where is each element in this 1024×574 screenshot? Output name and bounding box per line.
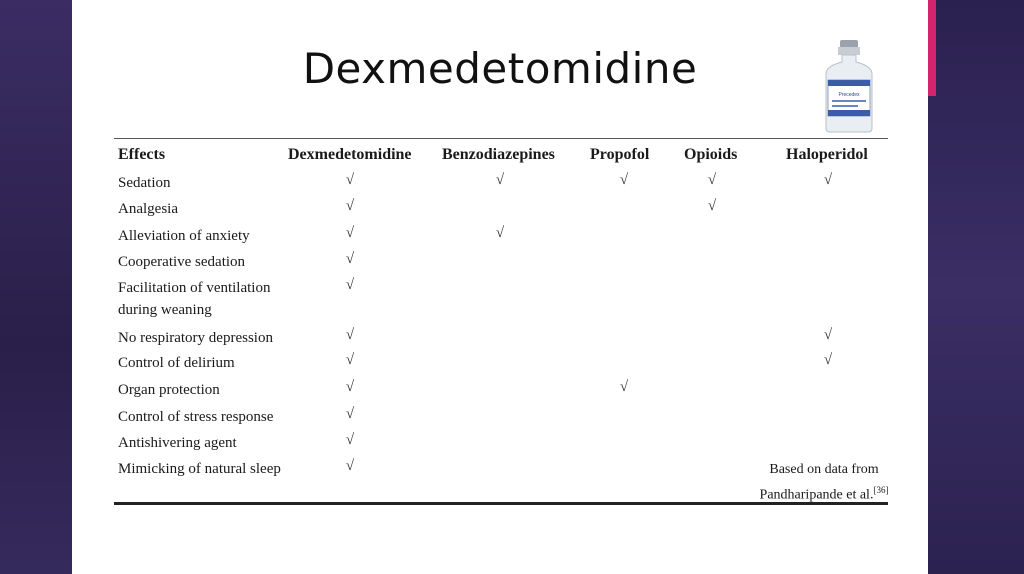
effect-label-text: Sedation xyxy=(118,175,171,191)
effect-label xyxy=(118,352,235,374)
effect-label xyxy=(118,327,273,349)
effect-label-text-line2: during weaning xyxy=(118,302,212,318)
check-mark: √ xyxy=(345,327,355,343)
drug-vial-image xyxy=(820,40,878,134)
check-mark: √ xyxy=(823,352,833,368)
check-mark: √ xyxy=(345,458,355,474)
check-mark: √ xyxy=(619,172,629,188)
check-mark: √ xyxy=(345,251,355,267)
source-note-line2: Pandharipande et al. xyxy=(759,487,874,503)
source-note xyxy=(750,460,898,506)
effect-label xyxy=(118,432,237,454)
effect-label-text: No respiratory depression xyxy=(118,330,273,346)
check-mark: √ xyxy=(707,172,717,188)
effect-label xyxy=(118,225,250,247)
check-mark: √ xyxy=(345,379,355,395)
slide xyxy=(72,0,928,574)
header-propofol: Propofol xyxy=(590,146,650,163)
effect-label xyxy=(118,406,273,428)
check-mark: √ xyxy=(345,352,355,368)
vial-label: Precedex xyxy=(838,92,860,98)
check-mark: √ xyxy=(707,198,717,214)
check-mark: √ xyxy=(823,172,833,188)
check-mark: √ xyxy=(345,225,355,241)
check-mark: √ xyxy=(619,379,629,395)
check-mark: √ xyxy=(345,198,355,214)
header-effects: Effects xyxy=(118,146,166,163)
slide-title: Dexmedetomidine xyxy=(302,44,698,93)
effect-label-text: Facilitation of ventilation xyxy=(118,280,271,296)
effect-label-text: Organ protection xyxy=(118,382,220,398)
source-note-line1: Based on data from xyxy=(769,462,879,477)
effect-label xyxy=(118,251,245,273)
effect-label-text: Mimicking of natural sleep xyxy=(118,461,281,477)
check-mark: √ xyxy=(345,406,355,422)
effect-label-text: Control of delirium xyxy=(118,355,235,371)
accent-bar xyxy=(928,0,936,96)
source-note-ref: [36] xyxy=(873,485,889,495)
header-haloperidol: Haloperidol xyxy=(786,146,868,163)
effect-label-text: Control of stress response xyxy=(118,409,274,425)
effect-label-text: Cooperative sedation xyxy=(118,254,246,270)
check-mark: √ xyxy=(823,327,833,343)
check-mark: √ xyxy=(345,432,355,448)
background-right xyxy=(928,0,1024,574)
check-mark: √ xyxy=(495,172,505,188)
header-benzodiazepines: Benzodiazepines xyxy=(442,146,555,163)
effect-label xyxy=(118,277,270,321)
check-mark: √ xyxy=(345,277,355,293)
table-top-rule xyxy=(114,138,888,139)
header-opioids: Opioids xyxy=(684,146,738,163)
effect-label xyxy=(118,198,178,220)
background-left xyxy=(0,0,72,574)
check-mark: √ xyxy=(345,172,355,188)
check-mark: √ xyxy=(495,225,505,241)
effect-label-text: Analgesia xyxy=(118,201,178,217)
header-dexmedetomidine: Dexmedetomidine xyxy=(288,146,412,163)
effect-label xyxy=(118,379,220,401)
effect-label xyxy=(118,458,281,480)
effect-label-text: Antishivering agent xyxy=(118,435,237,451)
effect-label-text: Alleviation of anxiety xyxy=(118,228,250,244)
effect-label xyxy=(118,172,171,194)
